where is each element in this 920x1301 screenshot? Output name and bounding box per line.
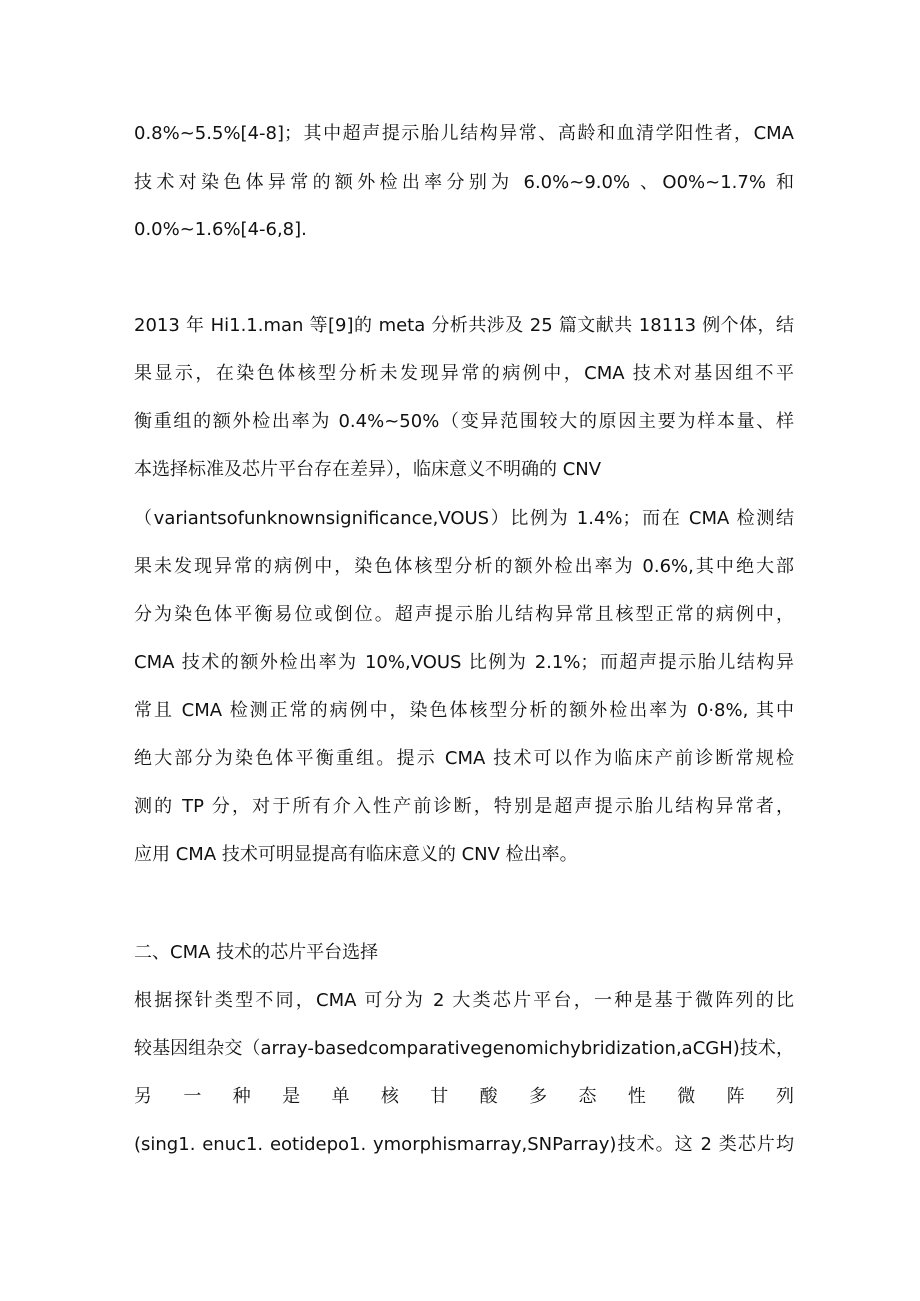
paragraph-2-line-8: CMA 技术的额外检出率为 10%,VOUS 比例为 2.1%；而超声提示胎儿结构异	[134, 652, 794, 673]
paragraph-2-line-11: 测的 TP 分，对于所有介入性产前诊断，特别是超声提示胎儿结构异常者，	[134, 796, 794, 817]
paragraph-2-line-2: 果显示，在染色体核型分析未发现异常的病例中，CMA 技术对基因组不平	[134, 363, 794, 384]
paragraph-2-line-9: 常且 CMA 检测正常的病例中，染色体核型分析的额外检出率为 0·8%, 其中	[134, 700, 794, 721]
paragraph-3-line-2: 较基因组杂交（array-basedcomparativegenomichybridization,aCGH)技术，	[134, 1038, 794, 1059]
paragraph-3-line-3: 另 一 种 是 单 核 甘 酸 多 态 性 微 阵 列	[134, 1086, 794, 1107]
paragraph-2-line-12: 应用 CMA 技术可明显提高有临床意义的 CNV 检出率。	[134, 844, 578, 865]
paragraph-2-line-5: （variantsofunknownsignificance,VOUS）比例为 1.4%；而在 CMA 检测结	[134, 508, 794, 529]
paragraph-3-line-1: 根据探针类型不同，CMA 可分为 2 大类芯片平台，一种是基于微阵列的比	[134, 990, 794, 1011]
section-heading: 二、CMA 技术的芯片平台选择	[134, 942, 379, 963]
paragraph-2-line-1: 2013 年 Hi1.1.man 等[9]的 meta 分析共涉及 25 篇文献共 18113 例个体，结	[134, 315, 794, 336]
paragraph-2-line-3: 衡重组的额外检出率为 0.4%~50%（变异范围较大的原因主要为样本量、样	[134, 411, 794, 432]
paragraph-2-line-7: 分为染色体平衡易位或倒位。超声提示胎儿结构异常且核型正常的病例中，	[134, 604, 794, 625]
paragraph-2-line-4: 本选择标准及芯片平台存在差异），临床意义不明确的 CNV	[134, 459, 602, 480]
paragraph-1-line-1: 0.8%~5.5%[4-8]；其中超声提示胎儿结构异常、高龄和血清学阳性者，CMA	[134, 123, 794, 144]
paragraph-1-line-2: 技术对染色体异常的额外检出率分别为 6.0%~9.0% 、O0%~1.7% 和	[134, 172, 794, 193]
paragraph-2-line-10: 绝大部分为染色体平衡重组。提示 CMA 技术可以作为临床产前诊断常规检	[134, 748, 794, 769]
paragraph-3-line-4: (sing1. enuc1. eotidepo1. ymorphismarray,SNParray)技术。这 2 类芯片均	[134, 1134, 794, 1155]
paragraph-2-line-6: 果未发现异常的病例中，染色体核型分析的额外检出率为 0.6%,其中绝大部	[134, 556, 794, 577]
paragraph-1-line-3: 0.0%~1.6%[4-6,8].	[134, 219, 307, 240]
